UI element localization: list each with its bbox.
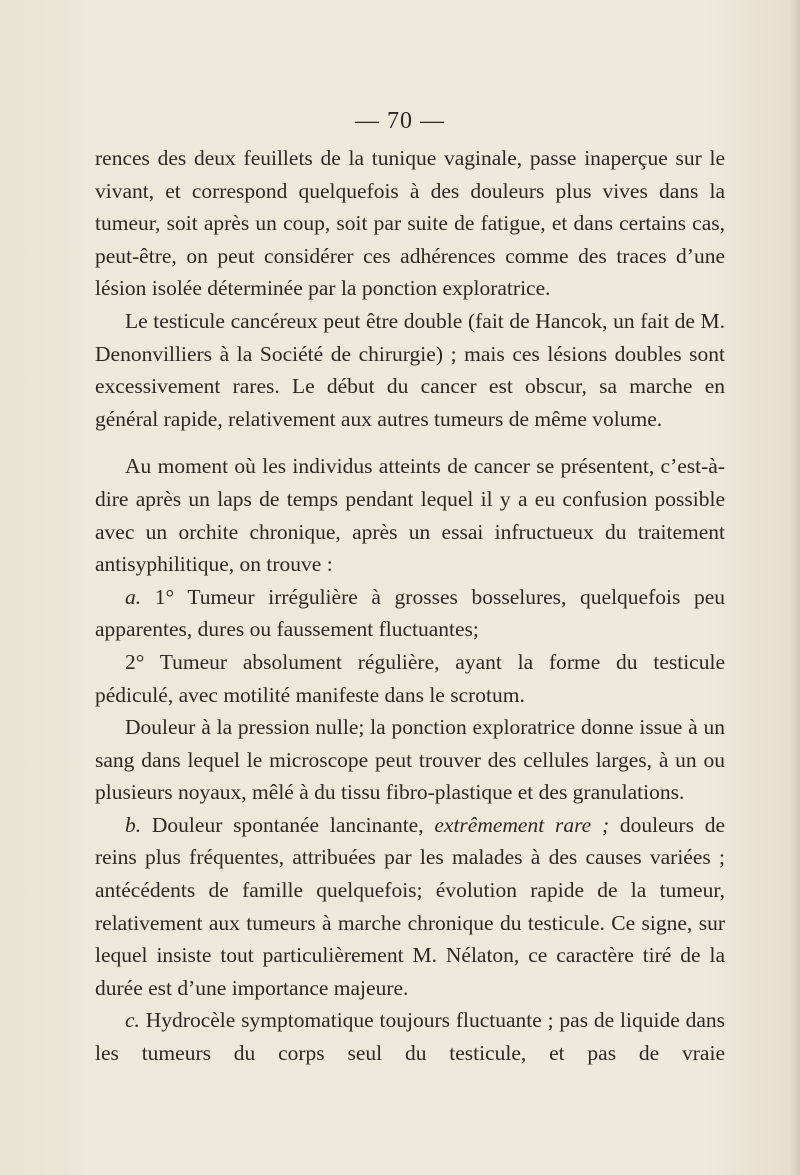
- paragraph-text: Le testicule cancéreux peut être double (fait de Hancok, un fait de M. Denonvilliers à la Société de chirurgie) ; mais ces lésions doubles sont excessivement rares. Le début du cancer est obscur, sa marche en général rapide, relativement aux autres tumeurs de même volume.: [95, 308, 725, 431]
- paragraph-text: 1° Tumeur irrégulière à grosses bosselures, quelquefois peu apparentes, dures ou faussement fluctuantes;: [95, 584, 726, 642]
- paragraph-text-start: Douleur spontanée lancinante,: [151, 812, 435, 837]
- paragraph-a-irregular-tumour: [95, 581, 725, 646]
- paragraph-text: rences des deux feuillets de la tunique vaginale, passe inaperçue sur le vivant, et correspond quelquefois à des douleurs plus vives dans la tumeur, soit après un coup, soit par suite de fatigue, et dans certains cas, peut-être, on peut considérer ces adhérences comme des traces d’une lésion isolée déterminée par la ponction exploratrice.: [95, 146, 725, 301]
- paragraph-regular-tumour: [95, 646, 725, 711]
- paragraph-c-hydrocele: [95, 1004, 725, 1069]
- paragraph-text: Au moment où les individus atteints de cancer se présentent, c’est-à-dire après un laps de temps pendant lequel il y a eu confusion possible avec un orchite chronique, après un essai infructueux du traitement antisyphilitique, on trouve :: [95, 454, 725, 577]
- emphasized-text: extrêmement rare ;: [434, 812, 610, 837]
- paragraph-text: Hydrocèle symptomatique toujours fluctuante ; pas de liquide dans les tumeurs du corps seul du testicule, et pas de vraie: [95, 1008, 726, 1066]
- paragraph-text: 2° Tumeur absolument régulière, ayant la forme du testicule pédiculé, avec motilité manifeste dans le scrotum.: [95, 649, 725, 707]
- paragraph-presentation: [95, 450, 725, 580]
- paragraph-double-testicle: [95, 305, 725, 435]
- paragraph-b-spontaneous-pain: [95, 809, 725, 1005]
- paragraph-pressure-pain: [95, 711, 725, 809]
- page-edge-shadow: [790, 0, 800, 1175]
- page-number: — 70 —: [355, 108, 445, 134]
- item-label: c.: [125, 1008, 140, 1033]
- paragraph-text: Douleur à la pression nulle; la ponction exploratrice donne issue à un sang dans lequel le microscope peut trouver des cellules larges, à un ou plusieurs noyaux, mêlé à du tissu fibro-plastique et des granulations.: [95, 715, 725, 805]
- item-label: b.: [125, 812, 142, 837]
- item-label: a.: [125, 584, 142, 609]
- body-text: [95, 142, 725, 1070]
- paragraph-text-end: douleurs de reins plus fréquentes, attribuées par les malades à des causes variées ; antécédents de famille quelquefois; évolution rapide de la tumeur, relativement aux tumeurs à marche chronique du testicule. Ce signe, sur lequel insiste tout particulièrement M. Nélaton, ce caractère tiré de la durée est d’une importance majeure.: [95, 812, 725, 1000]
- paragraph-continuation: [95, 142, 725, 305]
